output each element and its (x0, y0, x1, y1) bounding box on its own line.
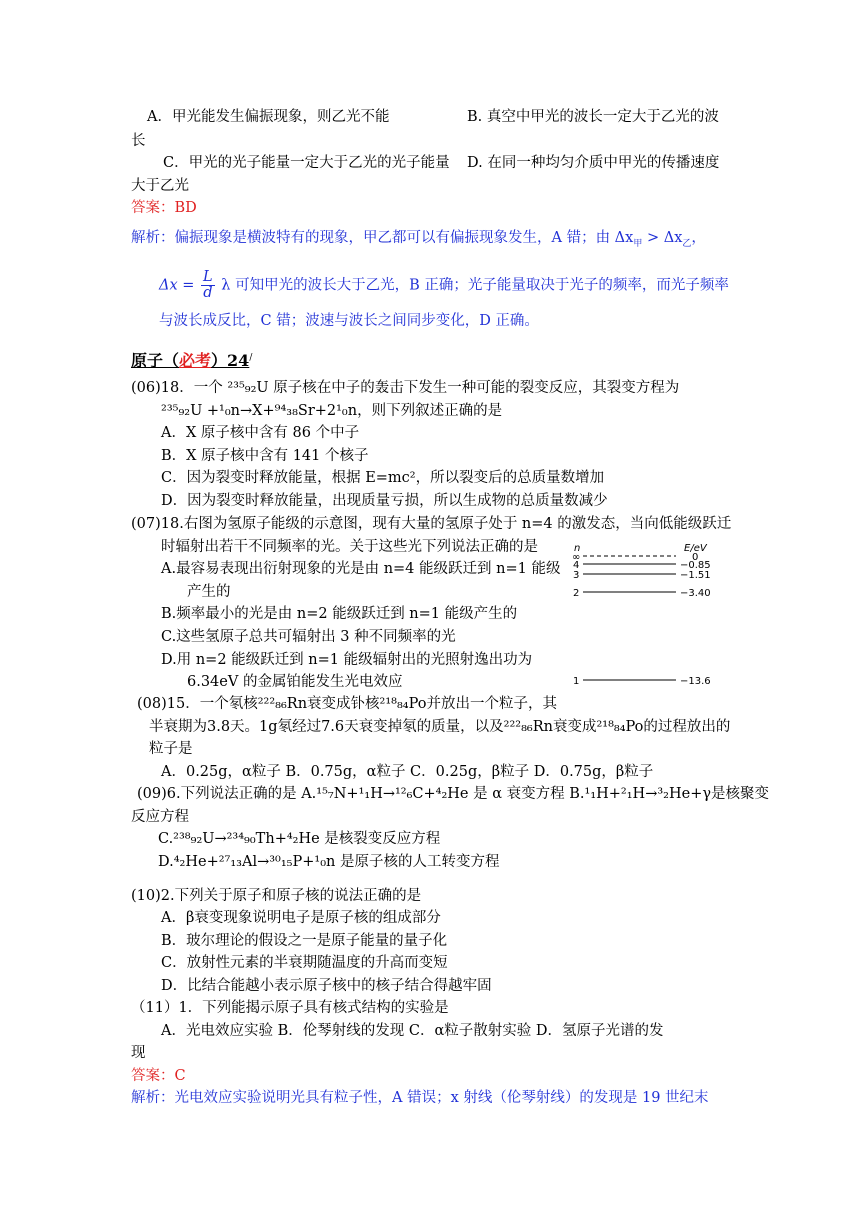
energy-axis-label: E/eV (684, 543, 707, 554)
q07-option-d: D.用 n=2 能级跃迁到 n=1 能级辐射出的光照射逸出功为 (161, 652, 533, 668)
q10-option-c: C．放射性元素的半衰期随温度的升高而变短 (161, 955, 448, 971)
q11-options-cont: 现 (131, 1045, 146, 1061)
level-energy: −1.51 (680, 570, 711, 581)
q09-stem-1: (09)6.下列说法正确的是 A.¹⁵₇N+¹₁H→¹²₆C+⁴₂He 是 α 衰变方程 B.¹₁H+²₁H→³₂He+γ是核聚变 (137, 786, 770, 802)
q10-option-a: A．β衰变现象说明电子是原子核的组成部分 (161, 910, 441, 926)
level-n-label: 2 (573, 588, 580, 599)
q07-option-a-cont: 产生的 (187, 584, 231, 600)
q11-analysis-label: 解析： (131, 1090, 175, 1106)
q07-stem-2: 时辐射出若干不同频率的光。关于这些光下列说法正确的是 (161, 539, 538, 555)
option-d-cont: 大于乙光 (131, 178, 189, 194)
section-title: 原子（必考）24/ (131, 351, 253, 370)
q11-answer: 答案：C (131, 1068, 186, 1084)
q08-options: A．0.25g，α粒子 B．0.75g，α粒子 C．0.25g，β粒子 D．0.75g，β粒子 (161, 764, 654, 780)
q06-option-b: B．X 原子核中含有 141 个核子 (161, 448, 369, 464)
analysis-label: 解析： (131, 230, 175, 246)
analysis-line-1: 解析：偏振现象是横波特有的现象，甲乙都可以有偏振现象发生，A 错；由 $\Delta x_甲 > \Delta x_乙$， (131, 230, 706, 249)
answer: 答案：BD (131, 200, 197, 216)
q07-option-b: B.频率最小的光是由 n=2 能级跃迁到 n=1 能级产生的 (161, 606, 518, 622)
analysis-line-3: 与波长成反比，C 错；波速与波长之间同步变化，D 正确。 (159, 313, 539, 329)
level-n-label: 1 (573, 676, 580, 687)
q11-stem: （11）1．下列能揭示原子具有核式结构的实验是 (131, 1000, 449, 1016)
q11-analysis: 解析：光电效应实验说明光具有粒子性，A 错误；x 射线（伦琴射线）的发现是 19 世纪末 (131, 1090, 709, 1106)
level-n-label: ∞ (572, 552, 581, 563)
q08-stem-2: 半衰期为3.8天。1g氡经过7.6天衰变掉氡的质量，以及²²²₈₆Rn衰变成²¹⁸₈₄Po的过程放出的 (149, 719, 731, 735)
q09-option-d: D.⁴₂He+²⁷₁₃Al→³⁰₁₅P+¹₀n 是原子核的人工转变方程 (158, 854, 500, 870)
q08-stem-1: (08)15．一个氡核²²²₈₆Rn衰变成钋核²¹⁸₈₄Po并放出一个粒子，其 (137, 696, 557, 712)
q06-option-d: D．因为裂变时释放能量，出现质量亏损，所以生成物的总质量数减少 (161, 493, 608, 509)
level-energy: −0.85 (680, 560, 711, 571)
option-c: C．甲光的光子能量一定大于乙光的光子能量 (163, 155, 450, 171)
option-b: B. 真空中甲光的波长一定大于乙光的波 (467, 109, 719, 125)
fraction-l-over-d: $\frac{L}{d}$ (203, 269, 213, 301)
energy-level-diagram (568, 537, 728, 689)
level-energy: 0 (692, 552, 699, 563)
q07-option-a: A.最容易表现出衍射现象的光是由 n=4 能级跃迁到 n=1 能级 (161, 561, 561, 577)
q10-option-b: B．玻尔理论的假设之一是原子能量的量子化 (161, 933, 448, 949)
level-energy: −3.40 (680, 588, 711, 599)
option-b-cont: 长 (131, 133, 146, 149)
level-n-label: 3 (573, 570, 580, 581)
q09-option-c: C.²³⁸₉₂U→²³⁴₉₀Th+⁴₂He 是核裂变反应方程 (158, 831, 441, 847)
q07-stem-1: (07)18.右图为氢原子能级的示意图，现有大量的氢原子处于 n=4 的激发态，当向低能级跃迁 (131, 516, 732, 532)
q10-option-d: D．比结合能越小表示原子核中的核子结合得越牢固 (161, 978, 492, 994)
q06-option-c: C．因为裂变时释放能量，根据 E=mc²，所以裂变后的总质量数增加 (161, 470, 605, 486)
option-d: D. 在同一种均匀介质中甲光的传播速度 (467, 155, 720, 171)
q07-option-d-cont: 6.34eV 的金属铂能发生光电效应 (187, 674, 403, 690)
q08-stem-3: 粒子是 (149, 741, 193, 757)
q06-option-a: A．X 原子核中含有 86 个中子 (161, 425, 360, 441)
q06-stem-1: (06)18．一个 ²³⁵₉₂U 原子核在中子的轰击下发生一种可能的裂变反应，其裂变方程为 (131, 380, 680, 396)
q09-stem-2: 反应方程 (131, 809, 189, 825)
q11-options: A．光电效应实验 B．伦琴射线的发现 C．α粒子散射实验 D．氢原子光谱的发 (161, 1023, 664, 1039)
option-a: A．甲光能发生偏振现象，则乙光不能 (147, 109, 390, 125)
level-energy: −13.6 (680, 676, 711, 687)
q10-stem: (10)2.下列关于原子和原子核的说法正确的是 (131, 888, 422, 904)
q07-option-c: C.这些氢原子总共可辐射出 3 种不同频率的光 (161, 629, 456, 645)
level-n-label: 4 (573, 560, 580, 571)
analysis-line-2: Δx = $\frac{L}{d}$ λ 可知甲光的波长大于乙光，B 正确；光子能量取决于光子的频率，而光子频率 (159, 269, 729, 301)
n-axis-label: n (574, 543, 581, 554)
q06-stem-2: ²³⁵₉₂U +¹₀n→X+⁹⁴₃₈Sr+2¹₀n，则下列叙述正确的是 (161, 403, 503, 419)
